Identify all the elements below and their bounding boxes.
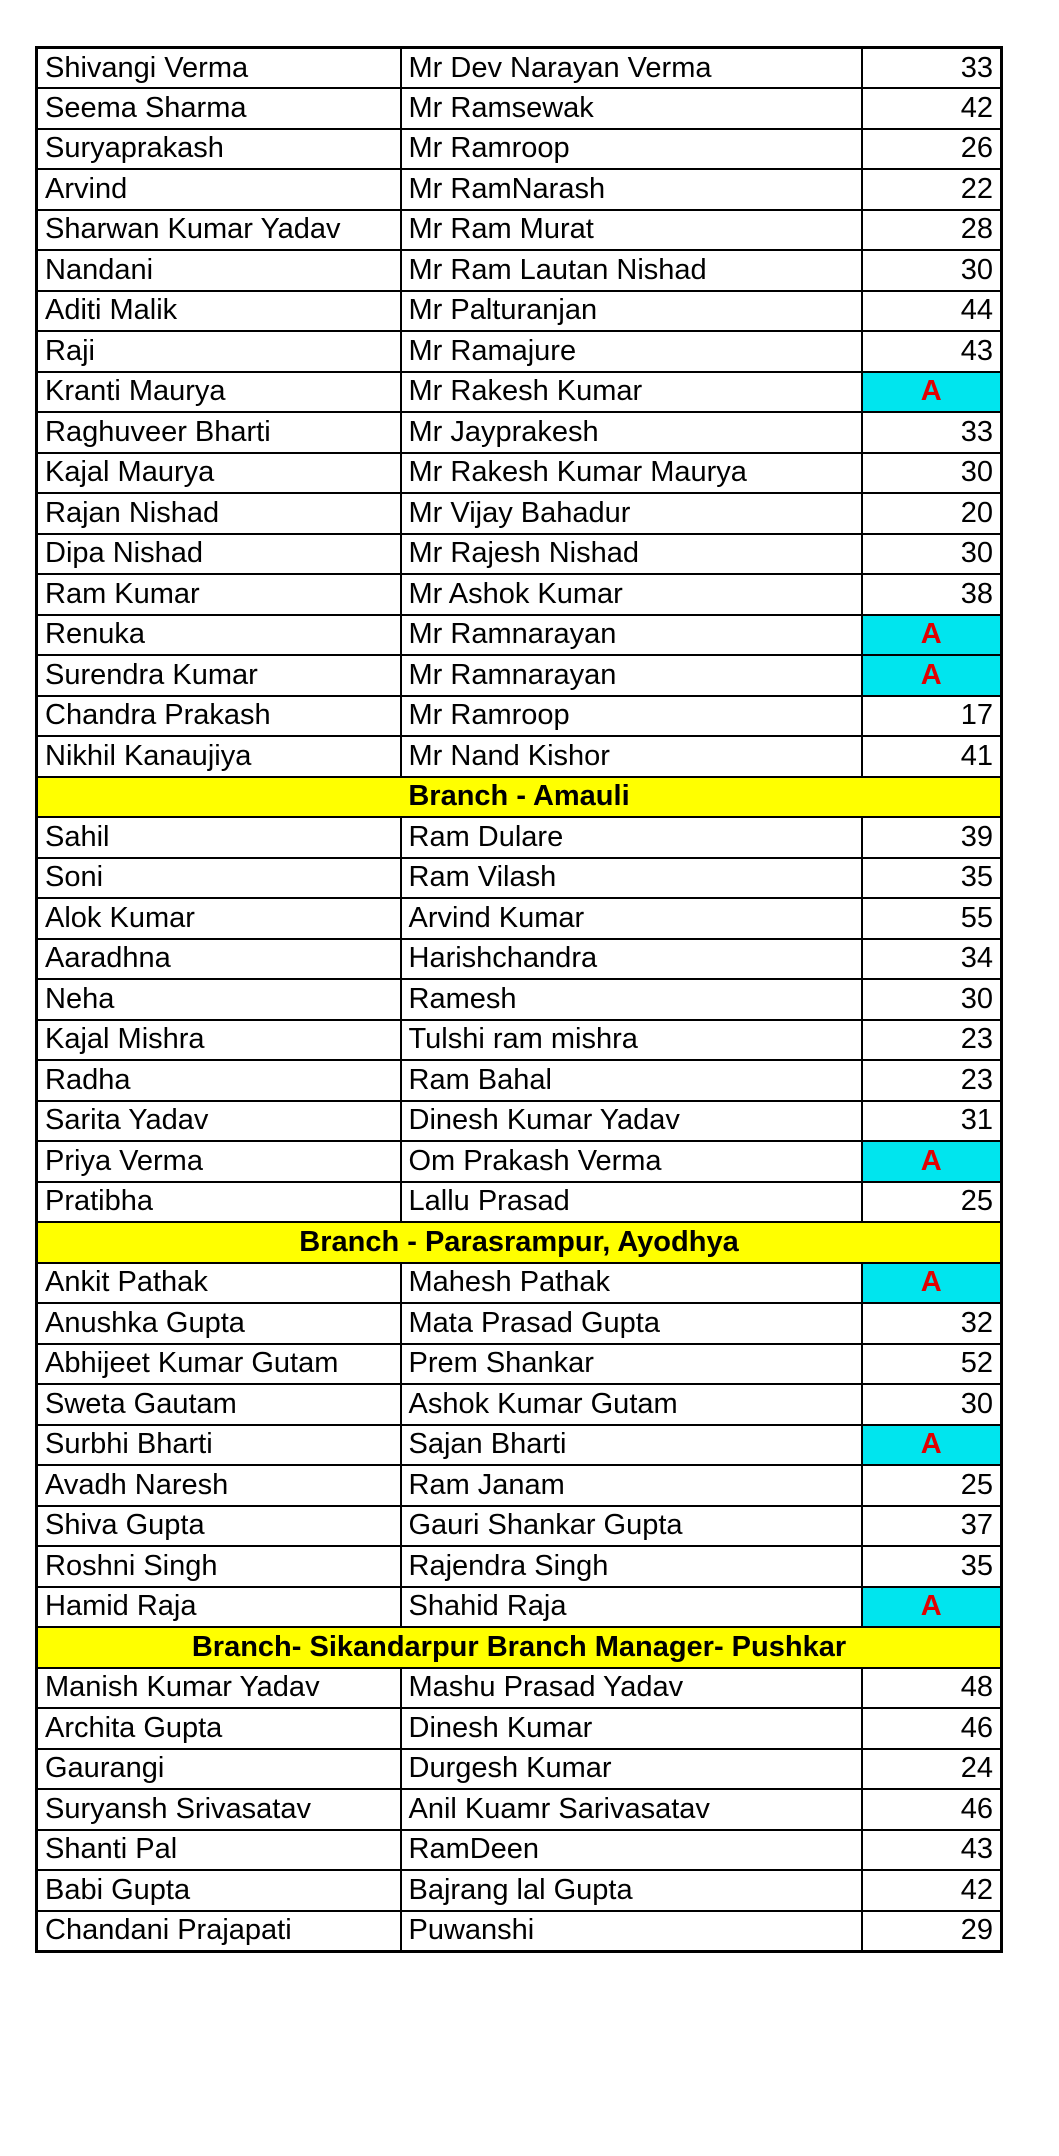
parent-name-cell: Prem Shankar <box>401 1344 862 1385</box>
student-name-cell: Sharwan Kumar Yadav <box>37 210 401 251</box>
parent-name-cell: Mr Ram Lautan Nishad <box>401 250 862 291</box>
table-row <box>37 412 1002 453</box>
parent-name-cell: Ram Bahal <box>401 1060 862 1101</box>
branch-header: Branch - Parasrampur, Ayodhya <box>37 1222 1002 1263</box>
student-name-cell: Sweta Gautam <box>37 1384 401 1425</box>
table-row <box>37 1668 1002 1709</box>
absent-mark-cell: A <box>862 615 1002 656</box>
score-cell: 55 <box>862 898 1002 939</box>
score-cell: 46 <box>862 1789 1002 1830</box>
student-name-cell: Surbhi Bharti <box>37 1425 401 1466</box>
student-name-cell: Raghuveer Bharti <box>37 412 401 453</box>
student-name-cell: Shivangi Verma <box>37 48 401 89</box>
table-row <box>37 1708 1002 1749</box>
score-cell: 23 <box>862 1020 1002 1061</box>
student-name-cell: Renuka <box>37 615 401 656</box>
score-cell: 41 <box>862 736 1002 777</box>
table-row <box>37 1587 1002 1628</box>
student-name-cell: Shanti Pal <box>37 1830 401 1871</box>
parent-name-cell: Mashu Prasad Yadav <box>401 1668 862 1709</box>
score-cell: 37 <box>862 1506 1002 1547</box>
parent-name-cell: Mahesh Pathak <box>401 1263 862 1304</box>
student-name-cell: Chandra Prakash <box>37 696 401 737</box>
table-row <box>37 898 1002 939</box>
table-row <box>37 1425 1002 1466</box>
table-row <box>37 169 1002 210</box>
score-cell: 30 <box>862 979 1002 1020</box>
parent-name-cell: Bajrang lal Gupta <box>401 1870 862 1911</box>
score-cell: 22 <box>862 169 1002 210</box>
table-row <box>37 534 1002 575</box>
student-name-cell: Raji <box>37 331 401 372</box>
student-name-cell: Aaradhna <box>37 939 401 980</box>
table-row <box>37 1749 1002 1790</box>
table-row <box>37 1344 1002 1385</box>
parent-name-cell: Mr Ramnarayan <box>401 655 862 696</box>
table-row <box>37 1303 1002 1344</box>
score-cell: 30 <box>862 250 1002 291</box>
student-name-cell: Suryaprakash <box>37 129 401 170</box>
table-row <box>37 1911 1002 1952</box>
student-name-cell: Kajal Maurya <box>37 453 401 494</box>
table-row <box>37 88 1002 129</box>
student-name-cell: Ankit Pathak <box>37 1263 401 1304</box>
score-cell: 44 <box>862 291 1002 332</box>
student-name-cell: Abhijeet Kumar Gutam <box>37 1344 401 1385</box>
parent-name-cell: RamDeen <box>401 1830 862 1871</box>
student-name-cell: Archita Gupta <box>37 1708 401 1749</box>
parent-name-cell: Durgesh Kumar <box>401 1749 862 1790</box>
table-row <box>37 1506 1002 1547</box>
table-row <box>37 1182 1002 1223</box>
parent-name-cell: Mr Ashok Kumar <box>401 574 862 615</box>
student-name-cell: Arvind <box>37 169 401 210</box>
table-row <box>37 129 1002 170</box>
branch-header-row <box>37 1627 1002 1668</box>
table-row <box>37 817 1002 858</box>
table-row <box>37 1830 1002 1871</box>
table-row <box>37 696 1002 737</box>
score-cell: 20 <box>862 493 1002 534</box>
score-cell: 35 <box>862 1546 1002 1587</box>
table-row <box>37 291 1002 332</box>
score-cell: 52 <box>862 1344 1002 1385</box>
parent-name-cell: Mr Rakesh Kumar <box>401 372 862 413</box>
parent-name-cell: Mr Dev Narayan Verma <box>401 48 862 89</box>
score-cell: 43 <box>862 1830 1002 1871</box>
parent-name-cell: Puwanshi <box>401 1911 862 1952</box>
student-name-cell: Pratibha <box>37 1182 401 1223</box>
table-row <box>37 1263 1002 1304</box>
score-cell: 33 <box>862 412 1002 453</box>
score-cell: 30 <box>862 1384 1002 1425</box>
table-row <box>37 1789 1002 1830</box>
table-row <box>37 1465 1002 1506</box>
student-name-cell: Alok Kumar <box>37 898 401 939</box>
absent-mark-cell: A <box>862 655 1002 696</box>
parent-name-cell: Harishchandra <box>401 939 862 980</box>
parent-name-cell: Mr Ramroop <box>401 696 862 737</box>
student-name-cell: Ram Kumar <box>37 574 401 615</box>
parent-name-cell: Mr Ramnarayan <box>401 615 862 656</box>
table-row <box>37 372 1002 413</box>
score-cell: 28 <box>862 210 1002 251</box>
table-row <box>37 331 1002 372</box>
parent-name-cell: Dinesh Kumar Yadav <box>401 1101 862 1142</box>
student-name-cell: Sahil <box>37 817 401 858</box>
parent-name-cell: Rajendra Singh <box>401 1546 862 1587</box>
table-row <box>37 48 1002 89</box>
score-cell: 42 <box>862 1870 1002 1911</box>
score-cell: 32 <box>862 1303 1002 1344</box>
score-cell: 48 <box>862 1668 1002 1709</box>
score-cell: 17 <box>862 696 1002 737</box>
student-name-cell: Sarita Yadav <box>37 1101 401 1142</box>
table-row <box>37 1020 1002 1061</box>
student-name-cell: Kranti Maurya <box>37 372 401 413</box>
table-row <box>37 655 1002 696</box>
student-name-cell: Suryansh Srivasatav <box>37 1789 401 1830</box>
branch-header: Branch - Amauli <box>37 777 1002 818</box>
results-table-body <box>37 48 1002 1952</box>
score-cell: 46 <box>862 1708 1002 1749</box>
parent-name-cell: Mr Vijay Bahadur <box>401 493 862 534</box>
parent-name-cell: Mr Jayprakesh <box>401 412 862 453</box>
parent-name-cell: Arvind Kumar <box>401 898 862 939</box>
score-cell: 39 <box>862 817 1002 858</box>
student-name-cell: Kajal Mishra <box>37 1020 401 1061</box>
parent-name-cell: Mata Prasad Gupta <box>401 1303 862 1344</box>
score-cell: 26 <box>862 129 1002 170</box>
absent-mark-cell: A <box>862 1141 1002 1182</box>
parent-name-cell: Ram Vilash <box>401 858 862 899</box>
student-name-cell: Dipa Nishad <box>37 534 401 575</box>
student-name-cell: Neha <box>37 979 401 1020</box>
parent-name-cell: Dinesh Kumar <box>401 1708 862 1749</box>
parent-name-cell: Ram Janam <box>401 1465 862 1506</box>
table-row <box>37 736 1002 777</box>
parent-name-cell: Ashok Kumar Gutam <box>401 1384 862 1425</box>
table-row <box>37 574 1002 615</box>
score-cell: 30 <box>862 534 1002 575</box>
table-row <box>37 979 1002 1020</box>
student-name-cell: Aditi Malik <box>37 291 401 332</box>
parent-name-cell: Mr Ramajure <box>401 331 862 372</box>
table-row <box>37 250 1002 291</box>
score-cell: 30 <box>862 453 1002 494</box>
student-name-cell: Babi Gupta <box>37 1870 401 1911</box>
score-cell: 25 <box>862 1182 1002 1223</box>
score-cell: 42 <box>862 88 1002 129</box>
student-name-cell: Hamid Raja <box>37 1587 401 1628</box>
score-cell: 25 <box>862 1465 1002 1506</box>
table-row <box>37 1141 1002 1182</box>
table-row <box>37 1060 1002 1101</box>
parent-name-cell: Mr Palturanjan <box>401 291 862 332</box>
score-cell: 33 <box>862 48 1002 89</box>
results-table <box>35 46 1003 1953</box>
parent-name-cell: Mr Nand Kishor <box>401 736 862 777</box>
parent-name-cell: Om Prakash Verma <box>401 1141 862 1182</box>
score-cell: 35 <box>862 858 1002 899</box>
student-name-cell: Anushka Gupta <box>37 1303 401 1344</box>
parent-name-cell: Ramesh <box>401 979 862 1020</box>
score-cell: 31 <box>862 1101 1002 1142</box>
table-row <box>37 939 1002 980</box>
table-row <box>37 1870 1002 1911</box>
table-row <box>37 493 1002 534</box>
parent-name-cell: Tulshi ram mishra <box>401 1020 862 1061</box>
student-name-cell: Nandani <box>37 250 401 291</box>
student-name-cell: Surendra Kumar <box>37 655 401 696</box>
table-row <box>37 615 1002 656</box>
parent-name-cell: Mr Ramroop <box>401 129 862 170</box>
absent-mark-cell: A <box>862 1425 1002 1466</box>
parent-name-cell: Ram Dulare <box>401 817 862 858</box>
student-name-cell: Soni <box>37 858 401 899</box>
parent-name-cell: Mr Ram Murat <box>401 210 862 251</box>
table-row <box>37 210 1002 251</box>
parent-name-cell: Mr Rajesh Nishad <box>401 534 862 575</box>
parent-name-cell: Anil Kuamr Sarivasatav <box>401 1789 862 1830</box>
score-cell: 23 <box>862 1060 1002 1101</box>
student-name-cell: Avadh Naresh <box>37 1465 401 1506</box>
score-cell: 43 <box>862 331 1002 372</box>
student-name-cell: Priya Verma <box>37 1141 401 1182</box>
score-cell: 38 <box>862 574 1002 615</box>
student-name-cell: Seema Sharma <box>37 88 401 129</box>
table-row <box>37 858 1002 899</box>
parent-name-cell: Gauri Shankar Gupta <box>401 1506 862 1547</box>
student-name-cell: Rajan Nishad <box>37 493 401 534</box>
table-row <box>37 1101 1002 1142</box>
parent-name-cell: Lallu Prasad <box>401 1182 862 1223</box>
table-row <box>37 1546 1002 1587</box>
student-name-cell: Shiva Gupta <box>37 1506 401 1547</box>
branch-header-row <box>37 1222 1002 1263</box>
branch-header-row <box>37 777 1002 818</box>
parent-name-cell: Shahid Raja <box>401 1587 862 1628</box>
student-name-cell: Manish Kumar Yadav <box>37 1668 401 1709</box>
absent-mark-cell: A <box>862 1587 1002 1628</box>
parent-name-cell: Sajan Bharti <box>401 1425 862 1466</box>
student-name-cell: Radha <box>37 1060 401 1101</box>
student-name-cell: Roshni Singh <box>37 1546 401 1587</box>
branch-header: Branch- Sikandarpur Branch Manager- Pushkar <box>37 1627 1002 1668</box>
score-cell: 24 <box>862 1749 1002 1790</box>
parent-name-cell: Mr Rakesh Kumar Maurya <box>401 453 862 494</box>
score-cell: 29 <box>862 1911 1002 1952</box>
student-name-cell: Nikhil Kanaujiya <box>37 736 401 777</box>
table-row <box>37 1384 1002 1425</box>
parent-name-cell: Mr RamNarash <box>401 169 862 210</box>
absent-mark-cell: A <box>862 1263 1002 1304</box>
absent-mark-cell: A <box>862 372 1002 413</box>
parent-name-cell: Mr Ramsewak <box>401 88 862 129</box>
student-name-cell: Chandani Prajapati <box>37 1911 401 1952</box>
table-row <box>37 453 1002 494</box>
student-name-cell: Gaurangi <box>37 1749 401 1790</box>
score-cell: 34 <box>862 939 1002 980</box>
